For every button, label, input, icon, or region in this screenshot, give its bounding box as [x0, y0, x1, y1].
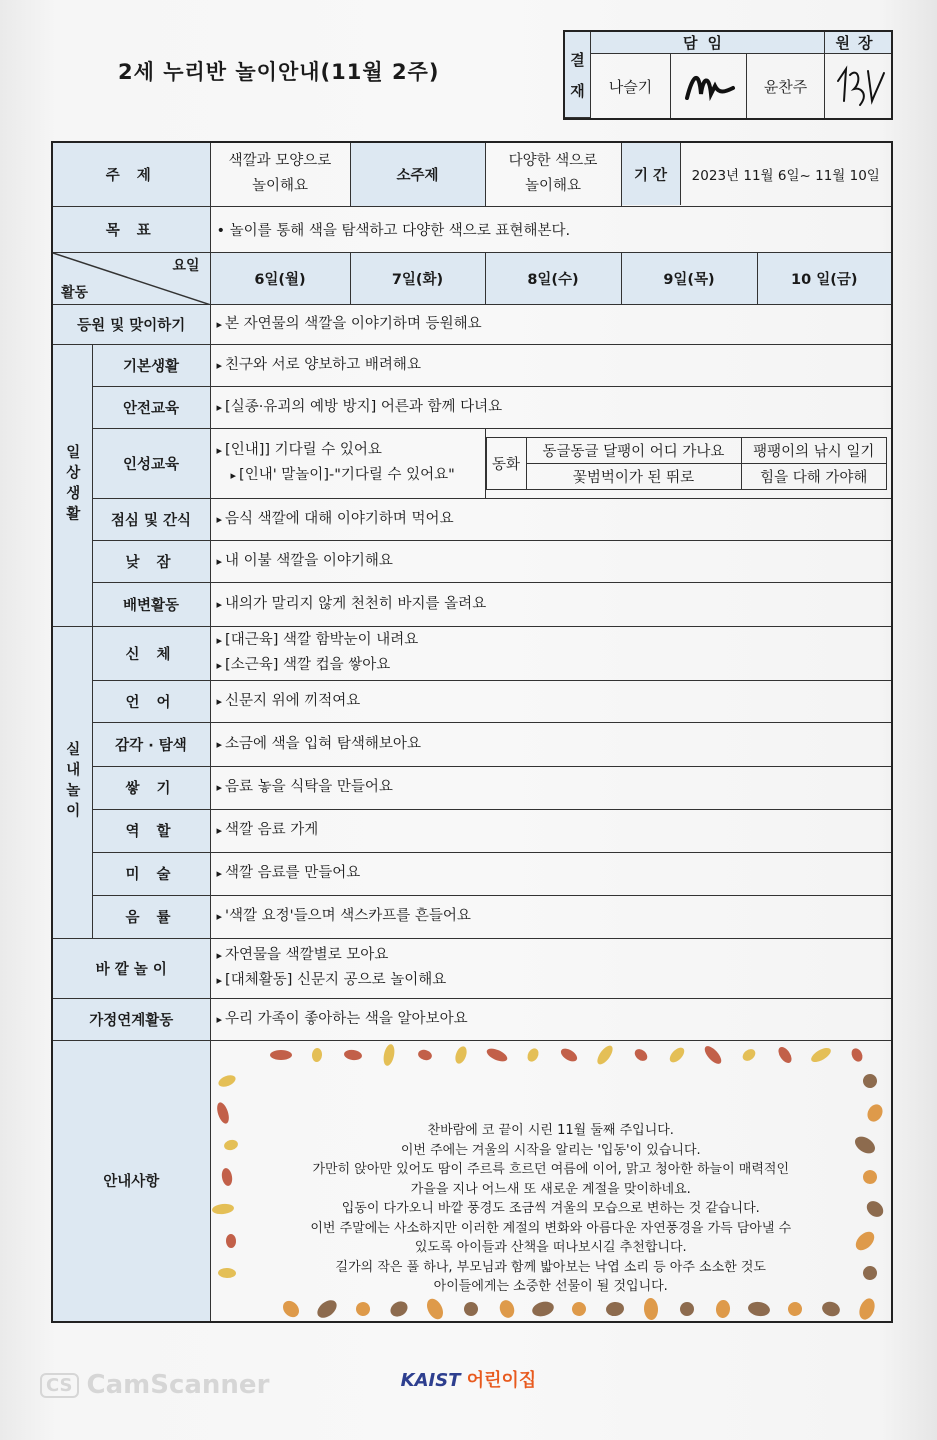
leaf-icon [808, 1045, 832, 1065]
fairy-table [486, 437, 888, 490]
block-value [210, 766, 892, 809]
outdoor-label: 바 깥 놀 이 [52, 938, 210, 998]
physical-row [52, 626, 892, 680]
goal-value: • 놀이를 통해 색을 탐색하고 다양한 색으로 표현해본다. [210, 206, 892, 252]
basic-label: 기본생활 [92, 344, 210, 386]
notice-line-3: 가만히 앉아만 있어도 땀이 주르륵 흐르던 여름에 이어, 맑고 청아한 하늘이 매력적인 [312, 1162, 790, 1177]
leaf-icon [740, 1046, 757, 1062]
subtopic-label: 소주제 [350, 142, 485, 206]
character-value [210, 428, 485, 498]
leaf-icon [381, 1043, 395, 1067]
character-line-1: ▸ [인내]] 기다릴 수 있어요 [217, 438, 485, 463]
notice-line-5: 입동이 다가오니 바깥 풍경도 조금씩 겨울의 모습으로 변하는 것 같습니다. [341, 1201, 760, 1216]
yoil-activity-header [52, 252, 210, 304]
notice-line-8: 길가의 작은 풀 하나, 부모님과 함께 밟아보는 낙엽 소리 등 아주 소소한 것도 [335, 1259, 766, 1275]
art-value [210, 852, 892, 895]
indoor-group-label: 실내놀이 [52, 626, 92, 938]
safety-label: 안전교육 [92, 386, 210, 428]
leaf-icon [423, 1296, 445, 1321]
approval-jae: 재 [570, 81, 585, 100]
period-value: 2023년 11월 6일~ 11월 10일 [691, 168, 880, 185]
physical-line-1: ▸ [대근육] 색깔 함박눈이 내려요 [217, 628, 886, 653]
leaf-icon [679, 1301, 693, 1315]
outdoor-value [210, 938, 892, 998]
leaf-icon [453, 1044, 469, 1064]
notice-cell [210, 1040, 892, 1322]
topic-line-2: 놀이해요 [251, 178, 309, 195]
home-label: 가정연계활동 [52, 998, 210, 1040]
watermark-badge: CS [40, 1373, 79, 1398]
sense-label: 감각 · 탐색 [92, 722, 210, 766]
daily-group-label: 일상생활 [52, 344, 92, 626]
leaf-icon [353, 1299, 372, 1318]
fairy-title-2: 팽팽이의 낚시 일기 [741, 437, 887, 463]
role-row [52, 809, 892, 852]
leaf-icon [605, 1300, 625, 1316]
meal-text: ▸ 음식 색깔에 대해 이야기하며 먹어요 [217, 507, 886, 532]
leaf-icon [570, 1300, 586, 1316]
music-value [210, 895, 892, 938]
sense-text: ▸ 소금에 색을 입혀 탐색해보아요 [217, 732, 886, 757]
leaf-icon [343, 1048, 362, 1060]
art-text: ▸ 색깔 음료를 만들어요 [217, 861, 886, 886]
physical-line-2: ▸ [소근육] 색깔 컵을 쌓아요 [217, 653, 886, 678]
leaf-icon [849, 1046, 864, 1063]
fairy-title-1: 동글동글 달팽이 어디 가나요 [526, 437, 741, 463]
art-row [52, 852, 892, 895]
leaf-icon [856, 1296, 877, 1321]
meal-label: 점심 및 간식 [92, 498, 210, 540]
leaf-icon [747, 1300, 771, 1317]
topic-line-1: 색깔과 모양으로 [228, 153, 332, 170]
leaf-icon [387, 1298, 410, 1319]
notice-line-7: 있도록 아이들과 산책을 떠나보시길 추천합니다. [414, 1240, 687, 1255]
language-value [210, 680, 892, 722]
art-label: 미 술 [92, 852, 210, 895]
arrival-value [210, 304, 892, 344]
role-label: 역 할 [92, 809, 210, 852]
goal-row [52, 206, 892, 252]
teacher-signature-3: 윤찬주 [747, 54, 825, 118]
period-label: 기 간 [622, 143, 681, 205]
teacher-signature-1: 나슬기 [591, 54, 671, 118]
leaf-icon [594, 1043, 615, 1067]
physical-value [210, 626, 892, 680]
topic-label: 주 제 [52, 142, 210, 206]
days-row [52, 252, 892, 304]
activity-label: 활동 [61, 284, 89, 301]
notice-line-9: 아이들에게는 소중한 선물이 될 것입니다. [433, 1279, 668, 1294]
goal-label: 목 표 [52, 206, 210, 252]
arrival-row [52, 304, 892, 344]
approval-label [565, 32, 591, 118]
music-label: 음 률 [92, 895, 210, 938]
leaf-icon [643, 1297, 658, 1320]
character-line-2: ▸ [인내' 말놀이]-"기다릴 수 있어요" [217, 463, 485, 488]
safety-value [210, 386, 892, 428]
signature-icon [825, 54, 891, 118]
approval-damim-header: 담임 [591, 32, 825, 54]
plan-table [51, 141, 893, 1323]
character-label: 인성교육 [92, 428, 210, 498]
block-row [52, 766, 892, 809]
language-text: ▸ 신문지 위에 끼적여요 [217, 689, 886, 714]
notice-text [211, 1065, 892, 1297]
character-row [52, 428, 892, 498]
role-value [210, 809, 892, 852]
leaf-icon [701, 1043, 723, 1066]
leaf-icon [667, 1045, 687, 1065]
toilet-text: ▸ 내의가 말리지 않게 천천히 바지를 올려요 [217, 592, 886, 617]
outdoor-line-2: ▸ [대체활동] 신문지 공으로 놀이해요 [217, 968, 886, 993]
watermark-text: CamScanner [86, 1370, 270, 1400]
leaf-icon [530, 1299, 555, 1318]
leaf-icon [786, 1300, 803, 1317]
arrival-label: 등원 및 맞이하기 [52, 304, 210, 344]
leaf-icon [775, 1044, 793, 1065]
language-label: 언 어 [92, 680, 210, 722]
leaf-icon [270, 1050, 292, 1060]
role-text: ▸ 색깔 음료 가게 [217, 818, 886, 843]
leaf-icon [279, 1297, 302, 1320]
home-value [210, 998, 892, 1040]
leaf-icon [525, 1046, 540, 1063]
home-text: ▸ 우리 가족이 좋아하는 색을 알아보아요 [217, 1007, 886, 1032]
meal-value [210, 498, 892, 540]
home-row [52, 998, 892, 1040]
notice-row [52, 1040, 892, 1322]
basic-value [210, 344, 892, 386]
fairy-title-3: 꽃범벅이가 된 뛰로 [526, 463, 741, 489]
leaf-icon [314, 1296, 340, 1320]
block-text: ▸ 음료 놓을 식탁을 만들어요 [217, 775, 886, 800]
arrival-text: ▸ 본 자연물의 색깔을 이야기하며 등원해요 [217, 312, 886, 337]
block-label: 쌓 기 [92, 766, 210, 809]
approval-gyeol: 결 [570, 50, 585, 69]
day-thu: 9일(목) [621, 252, 757, 304]
leaf-icon [632, 1046, 649, 1063]
sense-row [52, 722, 892, 766]
leaf-icon [461, 1299, 479, 1317]
basic-row [52, 344, 892, 386]
physical-label: 신 체 [92, 626, 210, 680]
toilet-label: 배변활동 [92, 582, 210, 626]
nap-row [52, 540, 892, 582]
toilet-row [52, 582, 892, 626]
day-wed: 8일(수) [485, 252, 621, 304]
nap-label: 낮 잠 [92, 540, 210, 582]
sense-value [210, 722, 892, 766]
footer-kaist: KAIST [400, 1370, 461, 1391]
leaf-icon [484, 1045, 508, 1063]
subtopic-line-2: 놀이해요 [524, 178, 582, 195]
notice-line-6: 이번 주말에는 사소하지만 이러한 계절의 변화와 아름다운 자연풍경을 가득 담아낼 수 [310, 1220, 792, 1236]
toilet-value [210, 582, 892, 626]
fairy-title-4: 힘을 다해 가야해 [741, 463, 887, 489]
leaf-icon [820, 1299, 841, 1318]
notice-line-4: 가을을 지나 어느새 또 새로운 계절을 맞이하네요. [410, 1181, 691, 1197]
meal-row [52, 498, 892, 540]
notice-line-1: 찬바람에 코 끝이 시린 11월 둘째 주입니다. [427, 1123, 674, 1138]
nap-value [210, 540, 892, 582]
leaf-icon [416, 1048, 432, 1061]
music-row [52, 895, 892, 938]
notice-label: 안내사항 [52, 1040, 210, 1322]
subtopic-line-1: 다양한 색으로 [508, 153, 598, 170]
leaf-icon [497, 1298, 516, 1320]
leaf-icon [715, 1299, 731, 1318]
page-title: 2세 누리반 놀이안내(11월 2주) [118, 60, 440, 84]
safety-row [52, 386, 892, 428]
day-fri: 10 일(금) [757, 252, 892, 304]
music-text: ▸ '색깔 요정'들으며 색스카프를 흔들어요 [217, 904, 886, 929]
day-mon: 6일(월) [210, 252, 350, 304]
period-cell [621, 142, 892, 206]
yoil-label: 요일 [172, 257, 200, 274]
safety-text: ▸ [실종·유괴의 예방 방지] 어른과 함께 다녀요 [217, 395, 886, 420]
topic-value [210, 142, 350, 206]
leaf-icon [311, 1047, 322, 1062]
language-row [52, 680, 892, 722]
footer-logo [0, 1366, 937, 1392]
leaf-icon [558, 1045, 579, 1063]
fairy-cell [485, 428, 892, 498]
basic-text: ▸ 친구와 서로 양보하고 배려해요 [217, 353, 886, 378]
notice-line-2: 이번 주에는 겨울의 시작을 알리는 '입동'이 있습니다. [400, 1142, 701, 1158]
outdoor-row [52, 938, 892, 998]
outdoor-line-1: ▸ 자연물을 색깔별로 모아요 [217, 943, 886, 968]
footer-daycare: 어린이집 [466, 1370, 537, 1391]
fairy-label: 동화 [486, 437, 526, 489]
nap-text: ▸ 내 이불 색깔을 이야기해요 [217, 549, 886, 574]
day-tue: 7일(화) [350, 252, 485, 304]
approval-box [563, 30, 893, 120]
signature-icon [671, 54, 747, 118]
approval-wonjang-header: 원장 [825, 32, 891, 54]
subtopic-value [485, 142, 621, 206]
topic-row [52, 142, 892, 206]
